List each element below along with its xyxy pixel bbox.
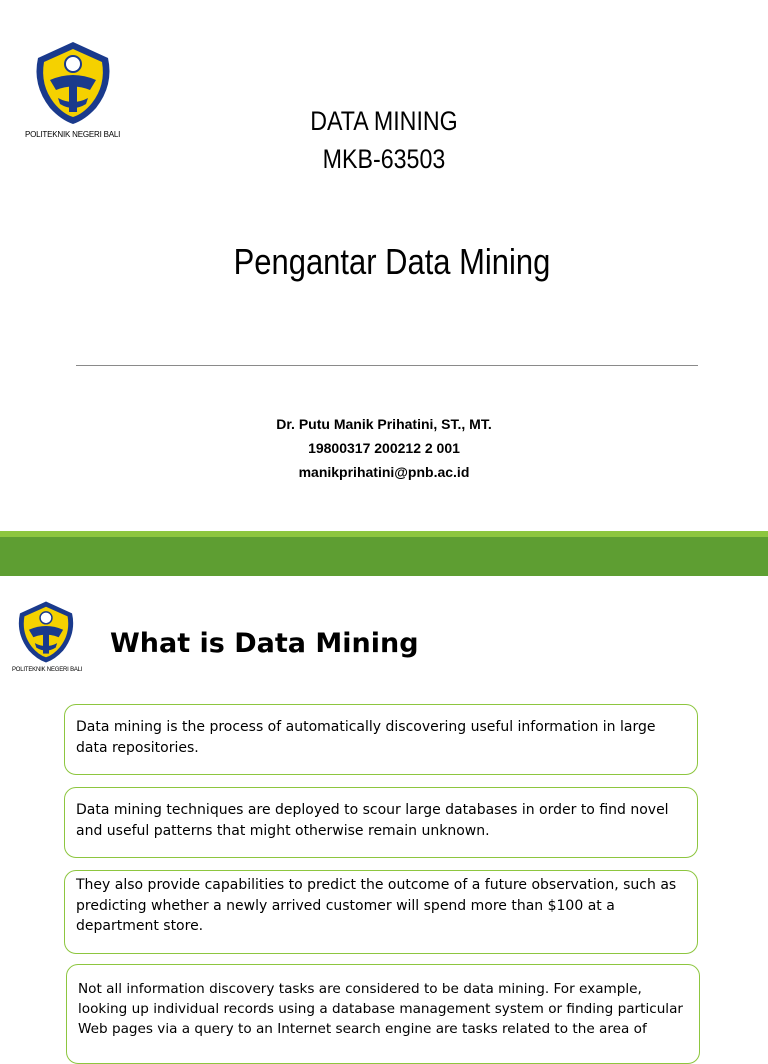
- author-email: manikprihatini@pnb.ac.id: [298, 464, 470, 480]
- content-slide: [0, 576, 768, 1037]
- institution-name: POLITEKNIK NEGERI BALI: [25, 130, 121, 139]
- course-code: MKB-63503: [322, 144, 446, 174]
- point-box-1: [64, 704, 698, 775]
- point-box-3: [64, 870, 698, 954]
- point-box-2: [64, 787, 698, 858]
- lecture-title: Pengantar Data Mining: [233, 241, 551, 282]
- divider-line: [76, 365, 698, 366]
- separator-dark-stripe: [0, 537, 768, 576]
- title-slide: [0, 0, 768, 531]
- point-text: They also provide capabilities to predict the outcome of a future observation, such as predicting whether a newly arrived customer will spend more than $100 at a department store.: [76, 877, 677, 934]
- institution-name-small: POLITEKNIK NEGERI BALI: [12, 667, 83, 673]
- point-text: Data mining techniques are deployed to scour large databases in order to find novel and useful patterns that might otherwise remain unknown.: [76, 802, 669, 839]
- course-title: DATA MINING: [310, 106, 458, 136]
- institution-logo-small: [14, 600, 78, 664]
- point-text: Not all information discovery tasks are considered to be data mining. For example, looking up individual records using a database management system or finding particular Web pages via a query to an Internet search engine are tasks related to the area of: [78, 981, 684, 1037]
- author-id-number: 19800317 200212 2 001: [308, 440, 460, 456]
- politeknik-logo-icon: [14, 600, 78, 664]
- author-name: Dr. Putu Manik Prihatini, ST., MT.: [276, 416, 492, 432]
- point-box-4: [66, 964, 700, 1064]
- slide-separator: [0, 531, 768, 576]
- point-text: Data mining is the process of automatically discovering useful information in large data repositories.: [76, 719, 656, 756]
- slide-title: What is Data Mining: [110, 628, 419, 659]
